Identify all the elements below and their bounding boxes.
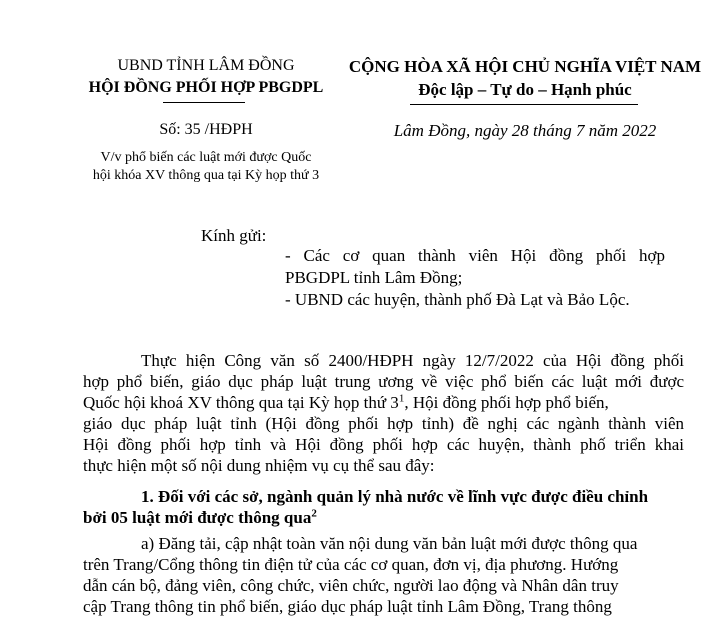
footnote-ref-2[interactable]: 2 [311,507,317,520]
issuer-authority: UBND TỈNH LÂM ĐỒNG [117,57,295,74]
intro-line-3: Quốc hội khoá XV thông qua tại Kỳ họp thứ $3^1$, Hội đồng phối hợp phổ biến, [83,392,609,412]
intro-line-2: hợp phổ biến, giáo dục pháp luật trung ương về việc phổ biến các luật mới được [83,372,684,391]
place-and-date: Lâm Đồng, ngày 28 tháng 7 năm 2022 [393,121,657,140]
intro-line-6: thực hiện một số nội dung nhiệm vụ cụ thể sau đây: [83,456,435,475]
item-a-line-4: cập Trang thông tin phổ biến, giáo dục pháp luật tỉnh Lâm Đồng, Trang thông [83,597,612,616]
intro-paragraph [83,350,684,476]
document-subject-line2: hội khóa XV thông qua tại Kỳ họp thứ 3 [92,168,320,183]
recipients-label: Kính gửi: [201,226,267,245]
document-number: Số: 35 /HĐPH [159,121,253,138]
item-a-line-1: a) Đăng tải, cập nhật toàn văn nội dung văn bản luật mới được thông qua [141,534,638,553]
intro-line-4: giáo dục pháp luật tỉnh (Hội đồng phối hợp tỉnh) đề nghị các ngành thành viên [83,414,684,433]
intro-line-1: Thực hiện Công văn số 2400/HĐPH ngày 12/7/2022 của Hội đồng phối [141,351,684,370]
section-1-line2: bởi 05 luật mới được thông qua$^2$ [83,507,317,527]
recipient-2: - UBND các huyện, thành phố Đà Lạt và Bảo Lộc. [285,290,630,309]
issuer-underline [163,102,245,103]
issuer-council: HỘI ĐỒNG PHỐI HỢP PBGDPL [88,79,324,96]
recipient-1-line1: - Các cơ quan thành viên Hội đồng phối hợp [285,246,665,265]
item-a-line-3: dẫn cán bộ, đảng viên, công chức, viên chức, người lao động và Nhân dân truy [83,576,619,595]
national-motto: Độc lập – Tự do – Hạnh phúc [418,80,632,99]
intro-line-5: Hội đồng phối hợp tỉnh và Hội đồng phối hợp các huyện, thành phố triển khai [83,435,684,454]
footnote-ref-1[interactable]: 1 [398,392,405,405]
item-a-paragraph [83,533,684,617]
section-1-heading [83,486,684,528]
recipient-1-line2: PBGDPL tỉnh Lâm Đồng; [285,268,463,287]
national-title: CỘNG HÒA XÃ HỘI CHỦ NGHĨA VIỆT NAM [348,57,702,76]
document-subject-line1: V/v phổ biến các luật mới được Quốc [100,150,312,165]
motto-underline [410,104,638,105]
item-a-line-2: trên Trang/Cổng thông tin điện tử của các cơ quan, đơn vị, địa phương. Hướng [83,555,619,574]
section-1-line1: 1. Đối với các sở, ngành quản lý nhà nước về lĩnh vực được điều chỉnh [141,487,649,506]
